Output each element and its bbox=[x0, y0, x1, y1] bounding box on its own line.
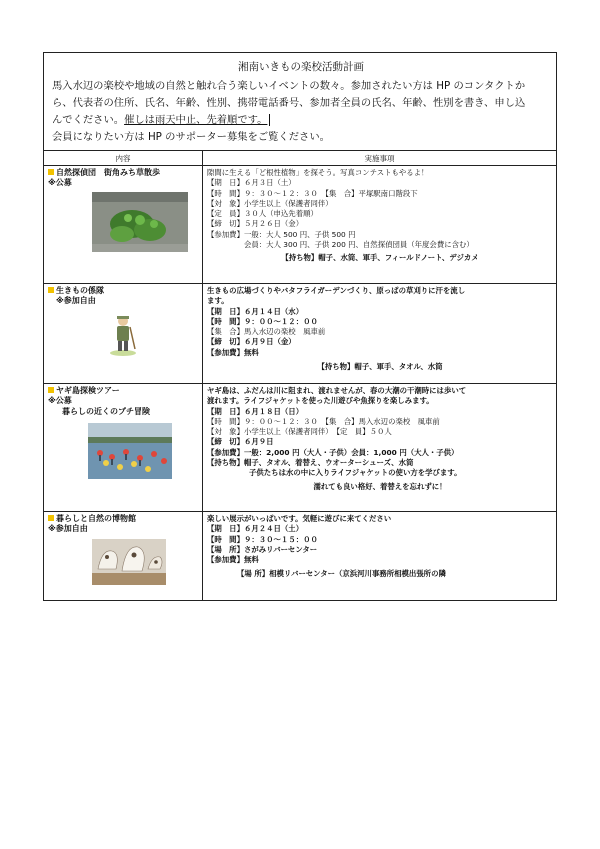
event-2-sub: ※参加自由 bbox=[56, 296, 96, 306]
detail-line: 【期 日】６月２４日（土） bbox=[207, 524, 304, 534]
bullet-icon bbox=[48, 169, 54, 175]
detail-line: 渡れます。ライフジャケットを使った川遊びや魚探りを楽しみます。 bbox=[207, 396, 434, 406]
detail-line: 【締 切】６月９日（金） bbox=[207, 337, 296, 347]
event-2-title: 生きもの係隊 bbox=[56, 286, 104, 295]
intro-line-2: ら、代表者の住所、氏名、年齢、性別、携帯電話番号、参加者全員の氏名、年齢、性別を書き、申し込 bbox=[52, 97, 526, 109]
detail-line: 【時 間】９：３０～１２：３０ 【集 合】平塚駅南口階段下 bbox=[207, 188, 418, 198]
detail-line: 生きもの広場づくりやバタフライガーデンづくり、原っぱの草刈りに汗を流し bbox=[207, 286, 466, 295]
activity-plan-document bbox=[43, 52, 557, 601]
page-title: 湘南いきもの楽校活動計画 bbox=[238, 61, 364, 73]
text-cursor bbox=[269, 114, 270, 126]
table-header-row bbox=[44, 151, 556, 166]
header-content: 内容 bbox=[44, 151, 203, 166]
detail-line: 【持ち物】帽子、タオル、着替え、ウオーターシューズ、水筒 bbox=[207, 458, 414, 468]
event-2-details bbox=[203, 284, 557, 384]
detail-line: 【定 員】３０人（申込先着順） bbox=[207, 209, 318, 219]
events-table bbox=[44, 151, 556, 600]
detail-line: 【参加費】一般：大人 500 円、子供 500 円 bbox=[207, 229, 356, 239]
table-row bbox=[44, 166, 556, 284]
detail-line: 【参加費】一般：2,000 円（大人・子供）会員：1,000 円（大人・子供） bbox=[207, 447, 459, 457]
detail-line: 【持ち物】帽子、軍手、タオル、水筒 bbox=[317, 362, 443, 372]
plant-photo bbox=[92, 192, 188, 252]
detail-line: 【参加費】無料 bbox=[207, 555, 259, 565]
detail-line: 【締 切】６月９日 bbox=[207, 437, 274, 447]
detail-line: 【対 象】小学生以上（保護者同伴） 【定 員】５０人 bbox=[207, 427, 392, 437]
event-1-title: 自然探偵団 街角みち草散歩 bbox=[56, 168, 160, 177]
intro-line-3-text: んでください。 bbox=[52, 114, 125, 126]
river-activity-photo bbox=[88, 423, 172, 479]
detail-line: 楽しい展示がいっぱいです。気軽に遊びに来てください bbox=[207, 514, 392, 523]
detail-line: 【持ち物】帽子、水筒、軍手、フィールドノート、デジカメ bbox=[281, 253, 479, 263]
detail-line: 【期 日】６月３日（土） bbox=[207, 178, 296, 188]
intro-section bbox=[44, 53, 556, 151]
detail-line: 【時 間】９：３０～１５：００ bbox=[207, 534, 318, 544]
detail-line: 【期 日】６月１８日（日） bbox=[207, 406, 304, 416]
intro-line-3 bbox=[52, 112, 550, 129]
event-1-details bbox=[203, 166, 557, 284]
table-row bbox=[44, 384, 556, 512]
intro-line-4: 会員になりたい方は HP のサポーター募集をご覧ください。 bbox=[52, 131, 330, 143]
event-3-summary bbox=[44, 384, 203, 512]
detail-line: 【対 象】小学生以上（保護者同伴） bbox=[207, 198, 333, 208]
detail-line: 【場 所】さがみリバーセンター bbox=[207, 544, 318, 554]
intro-line-1: 馬入水辺の楽校や地域の自然と触れ合う楽しいイベントの数々。参加されたい方は HP のコンタクトか bbox=[52, 80, 526, 92]
event-1-sub: ※公募 bbox=[48, 178, 72, 188]
volunteer-illustration bbox=[108, 313, 138, 357]
event-2-summary bbox=[44, 284, 203, 384]
event-1-summary bbox=[44, 166, 203, 284]
event-3-tagline: 暮らしの近くのプチ冒険 bbox=[62, 406, 150, 416]
detail-line: 【締 切】５月２６日（金） bbox=[207, 219, 304, 229]
table-row bbox=[44, 284, 556, 384]
detail-line: 会員：大人 300 円、子供 200 円、自然探偵団員（年度会費に含む） bbox=[244, 240, 474, 250]
event-3-details bbox=[203, 384, 557, 512]
header-details: 実施事項 bbox=[203, 151, 557, 166]
detail-line: 子供たちは水の中に入りライフジャケットの使い方を学びます。 bbox=[249, 468, 462, 478]
detail-line: 濡れても良い格好、着替えを忘れずに！ bbox=[313, 481, 447, 491]
detail-line: 【時 間】９：００～１２：００ bbox=[207, 316, 318, 326]
bullet-icon bbox=[48, 387, 54, 393]
detail-line: 【参加費】無料 bbox=[207, 347, 259, 357]
detail-line: 【場 所】相模リバーセンター（京浜河川事務所相模出張所の隣 bbox=[237, 569, 446, 579]
detail-line: ヤギ島は、ふだんは川に阻まれ、渡れませんが、春の大潮の干潮時には歩いて bbox=[207, 386, 467, 395]
detail-line: 【期 日】６月１４日（水） bbox=[207, 306, 304, 316]
detail-line: ます。 bbox=[207, 296, 229, 306]
detail-line: 【集 合】馬入水辺の楽校 風車前 bbox=[207, 327, 326, 337]
event-4-sub: ※参加自由 bbox=[48, 524, 88, 534]
rain-notice: 催しは雨天中止、先着順です。 bbox=[124, 114, 268, 126]
event-4-summary bbox=[44, 512, 203, 600]
table-row bbox=[44, 512, 556, 600]
event-4-details bbox=[203, 512, 557, 600]
event-4-title: 暮らしと自然の博物館 bbox=[56, 514, 136, 523]
event-3-sub: ※公募 bbox=[48, 396, 72, 406]
bullet-icon bbox=[48, 287, 54, 293]
museum-exhibit-photo bbox=[92, 539, 166, 585]
detail-line: 隙間に生える「ど根性植物」を探そう。写真コンテストもやるよ！ bbox=[207, 168, 429, 177]
detail-line: 【時 間】９：００～１２：３０ 【集 合】馬入水辺の楽校 風車前 bbox=[207, 416, 440, 426]
event-3-title: ヤギ島探検ツアー bbox=[56, 386, 120, 395]
bullet-icon bbox=[48, 515, 54, 521]
